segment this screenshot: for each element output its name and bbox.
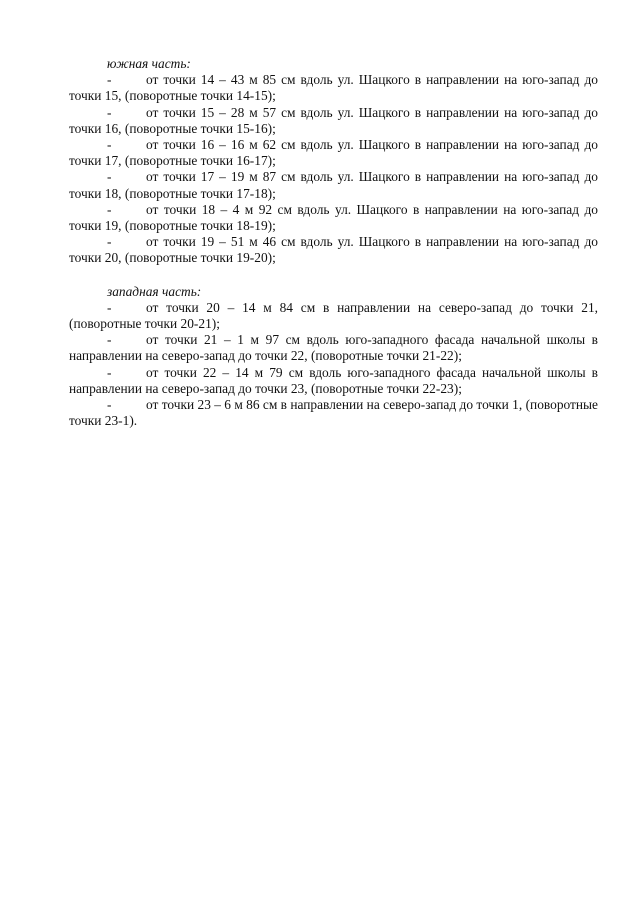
section-title-west: западная часть:	[107, 283, 202, 299]
list-item	[69, 202, 598, 234]
bullet-dash: -	[107, 169, 112, 185]
item-text: от точки 21 – 1 м 97 см вдоль юго-западного фасада начальной школы в направлении на северо-запад до точки 22, (поворотные точки 21-22);	[69, 332, 598, 364]
item-text: от точки 17 – 19 м 87 см вдоль ул. Шацкого в направлении на юго-запад до точки 18, (поворотные точки 17-18);	[69, 169, 598, 201]
item-text: от точки 22 – 14 м 79 см вдоль юго-западного фасада начальной школы в направлении на северо-запад до точки 23, (поворотные точки 22-23);	[69, 364, 598, 396]
bullet-dash: -	[107, 104, 112, 120]
list-item	[69, 332, 598, 364]
list-item	[69, 300, 598, 332]
bullet-dash: -	[107, 397, 112, 413]
document-page	[69, 56, 598, 429]
item-text: от точки 18 – 4 м 92 см вдоль ул. Шацкого в направлении на юго-запад до точки 19, (поворотные точки 18-19);	[69, 201, 598, 234]
list-item	[69, 234, 598, 266]
bullet-dash: -	[107, 299, 112, 315]
item-text: от точки 23 – 6 м 86 см в направлении на северо-запад до точки 1, (поворотные точки 23-1).	[69, 397, 598, 429]
list-item	[69, 72, 598, 104]
list-item	[69, 137, 598, 169]
item-text: от точки 20 – 14 м 84 см в направлении на северо-запад до точки 21, (поворотные точки 20-21);	[69, 299, 598, 332]
list-item	[69, 105, 598, 137]
item-text: от точки 16 – 16 м 62 см вдоль ул. Шацкого в направлении на юго-запад до точки 17, (поворотные точки 16-17);	[69, 137, 598, 169]
bullet-dash: -	[107, 72, 112, 88]
item-text: от точки 19 – 51 м 46 см вдоль ул. Шацкого в направлении на юго-запад до точки 20, (поворотные точки 19-20);	[69, 234, 598, 266]
list-item	[69, 365, 598, 397]
section-spacer	[69, 267, 598, 284]
bullet-dash: -	[107, 201, 112, 217]
bullet-dash: -	[107, 332, 112, 348]
list-item	[69, 169, 598, 201]
section-title-south: южная часть:	[107, 56, 191, 71]
list-item	[69, 397, 598, 429]
item-text: от точки 14 – 43 м 85 см вдоль ул. Шацкого в направлении на юго-запад до точки 15, (поворотные точки 14-15);	[69, 72, 598, 104]
bullet-dash: -	[107, 137, 112, 153]
bullet-dash: -	[107, 234, 112, 250]
bullet-dash: -	[107, 364, 112, 380]
item-text: от точки 15 – 28 м 57 см вдоль ул. Шацкого в направлении на юго-запад до точки 16, (поворотные точки 15-16);	[69, 104, 598, 136]
